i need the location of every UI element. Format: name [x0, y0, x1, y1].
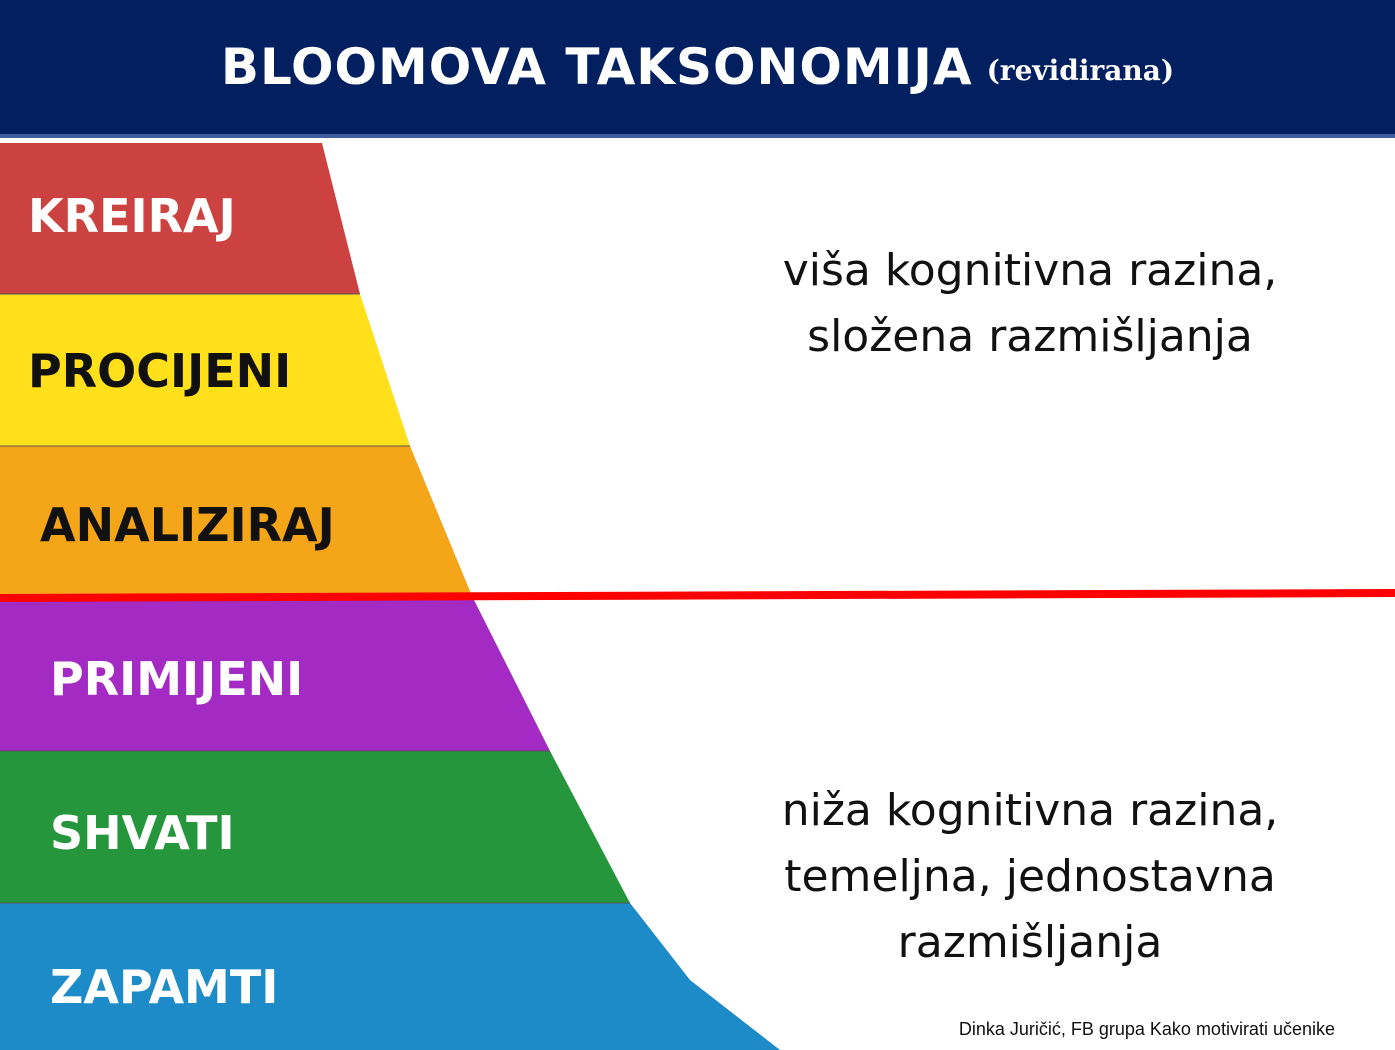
level-label-shvati: SHVATI: [50, 806, 235, 860]
description-line: razmišljanja: [897, 917, 1163, 968]
title-subtitle: (revidirana): [986, 54, 1175, 87]
lower-order-description: [730, 778, 1330, 976]
description-line: temeljna, jednostavna: [784, 851, 1276, 902]
level-label-procijeni: PROCIJENI: [28, 344, 292, 398]
level-label-analiziraj: ANALIZIRAJ: [40, 498, 335, 552]
level-label-kreiraj: KREIRAJ: [28, 189, 236, 243]
description-line: složena razmišljanja: [807, 311, 1253, 362]
title-main: BLOOMOVA TAKSONOMIJA: [220, 38, 973, 96]
level-label-zapamti: ZAPAMTI: [50, 960, 279, 1014]
description-line: viša kognitivna razina,: [782, 245, 1278, 296]
higher-order-description: [730, 238, 1330, 370]
divider-line: [0, 593, 1395, 598]
description-line: niža kognitivna razina,: [781, 785, 1279, 836]
level-label-primijeni: PRIMIJENI: [50, 652, 304, 706]
author-credit: Dinka Juričić, FB grupa Kako motivirati učenike: [958, 1019, 1335, 1039]
